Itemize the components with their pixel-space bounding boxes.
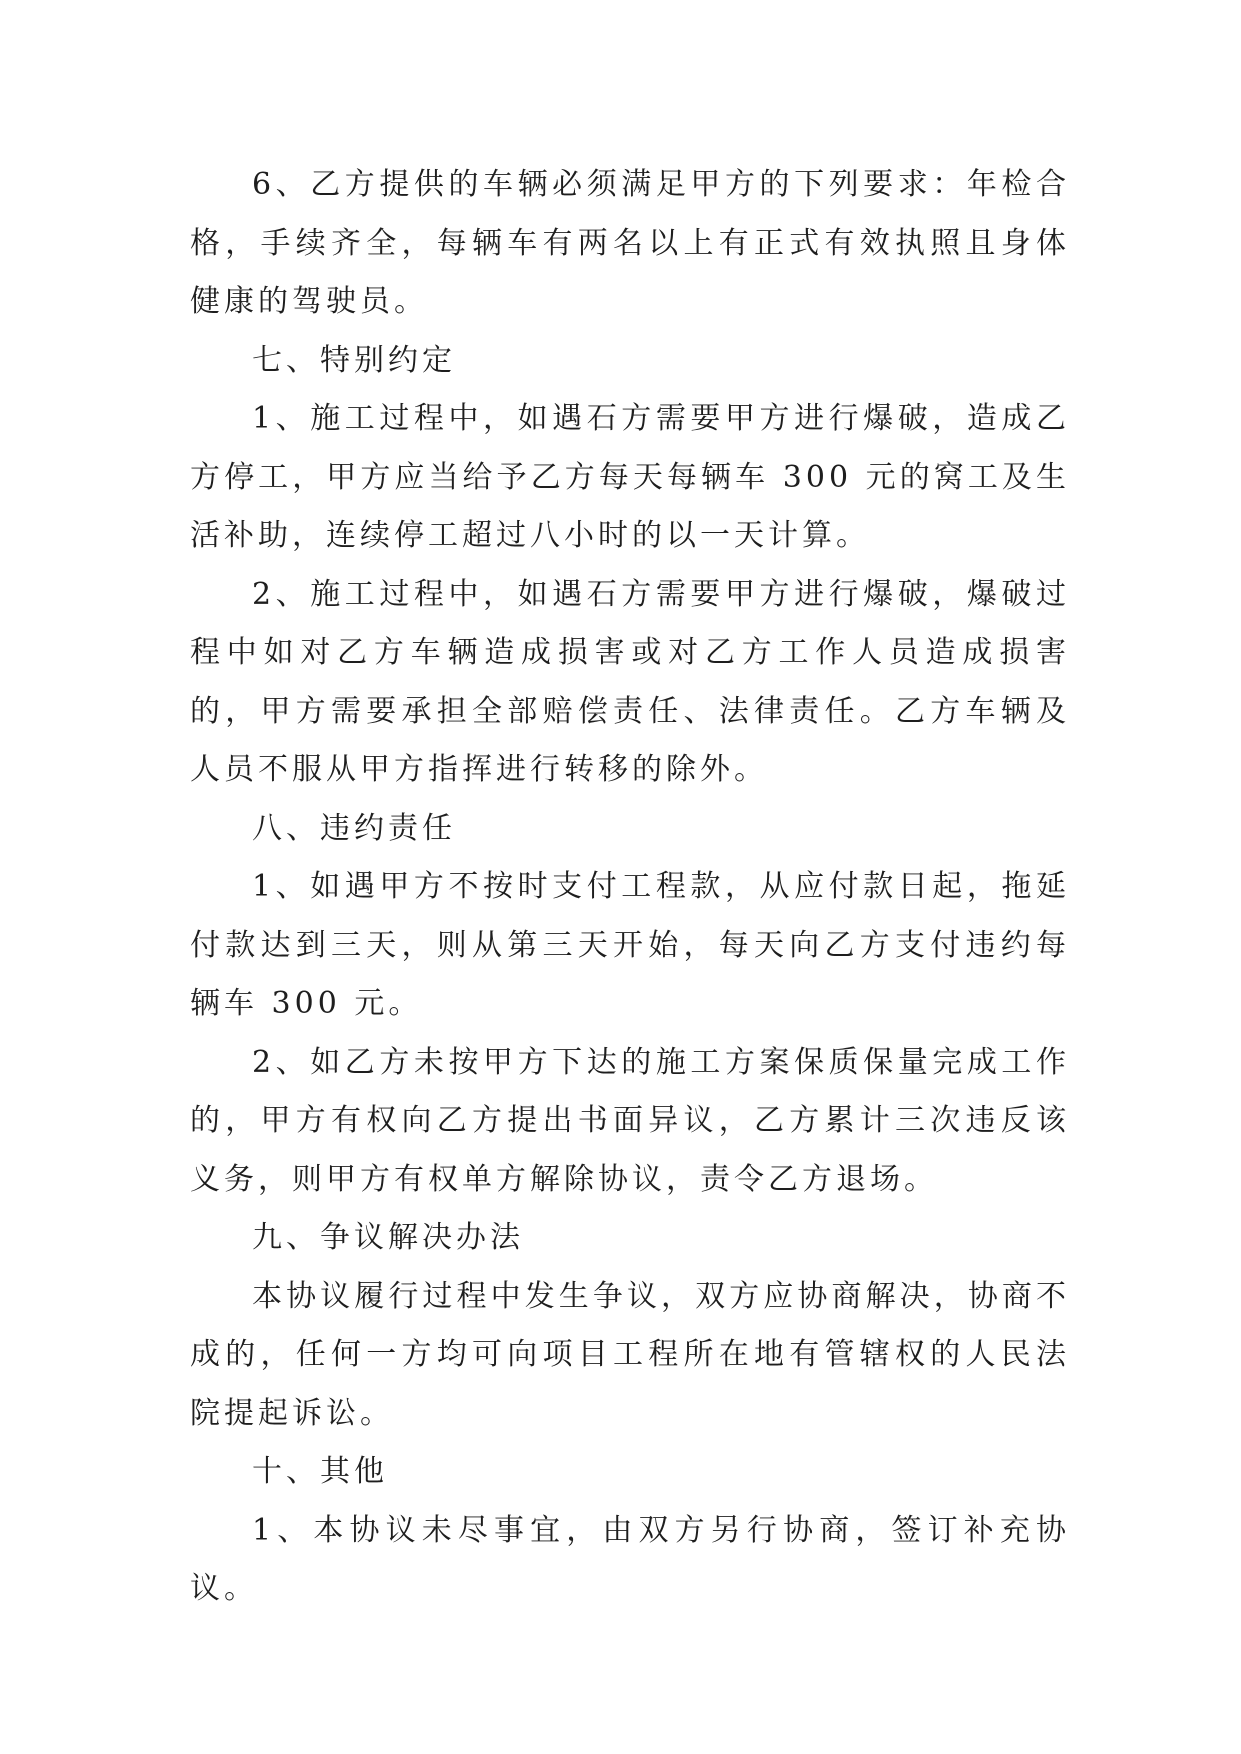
section-9-heading: 九、争议解决办法 xyxy=(252,1220,524,1255)
section-7-heading: 七、特别约定 xyxy=(252,342,456,378)
clause-8-2-termination: 2、如乙方未按甲方下达的施工方案保质保量完成工作的，甲方有权向乙方提出书面异议，乙方累计三次违反该义务，则甲方有权单方解除协议，责令乙方退场。 xyxy=(190,1044,1070,1197)
section-8-heading: 八、违约责任 xyxy=(252,810,456,846)
clause-7-1-blasting-subsidy: 1、施工过程中，如遇石方需要甲方进行爆破，造成乙方停工，甲方应当给予乙方每天每辆车 300 元的窝工及生活补助，连续停工超过八小时的以一天计算。 xyxy=(190,401,1070,553)
clause-10-1-supplementary: 1、本协议未尽事宜，由双方另行协商，签订补充协议。 xyxy=(190,1512,1070,1606)
clause-8-1-late-payment: 1、如遇甲方不按时支付工程款，从应付款日起，拖延付款达到三天，则从第三天开始，每天向乙方支付违约每辆车 300 元。 xyxy=(190,869,1070,1021)
clause-7-2-blasting-damage: 2、施工过程中，如遇石方需要甲方进行爆破，爆破过程中如对乙方车辆造成损害或对乙方工作人员造成损害的，甲方需要承担全部赔偿责任、法律责任。乙方车辆及人员不服从甲方指挥进行转移的除外。 xyxy=(190,576,1070,787)
document-body xyxy=(190,156,1070,1619)
section-10-heading: 十、其他 xyxy=(252,1454,388,1489)
clause-9-dispute-resolution: 本协议履行过程中发生争议，双方应协商解决，协商不成的，任何一方均可向项目工程所在地有管辖权的人民法院提起诉讼。 xyxy=(190,1278,1070,1431)
clause-6-vehicle-requirements: 6、乙方提供的车辆必须满足甲方的下列要求：年检合格，手续齐全，每辆车有两名以上有正式有效执照且身体健康的驾驶员。 xyxy=(190,167,1070,319)
